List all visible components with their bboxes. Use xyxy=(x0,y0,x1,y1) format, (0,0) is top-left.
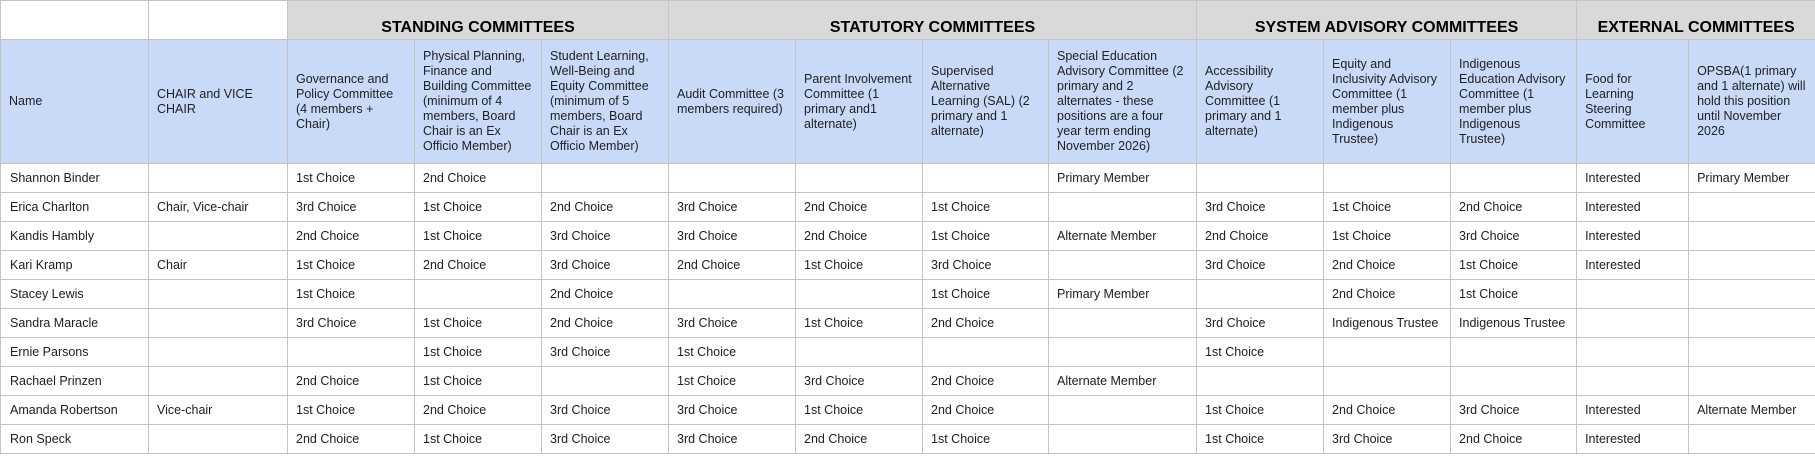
choice-cell[interactable] xyxy=(1049,338,1197,367)
choice-cell[interactable]: 2nd Choice xyxy=(923,367,1049,396)
choice-cell[interactable] xyxy=(1197,280,1324,309)
group-standing-committees[interactable]: STANDING COMMITTEES xyxy=(288,1,669,40)
choice-cell[interactable]: 2nd Choice xyxy=(415,164,542,193)
chair-role-cell[interactable] xyxy=(149,309,288,338)
choice-cell[interactable]: 1st Choice xyxy=(288,251,415,280)
table-row xyxy=(1,222,1815,251)
choice-cell[interactable] xyxy=(1324,367,1451,396)
choice-cell[interactable] xyxy=(1049,396,1197,425)
choice-cell[interactable] xyxy=(669,280,796,309)
choice-cell[interactable] xyxy=(1451,164,1577,193)
choice-cell[interactable]: 1st Choice xyxy=(415,425,542,454)
choice-cell[interactable] xyxy=(1689,338,1815,367)
choice-cell[interactable]: 3rd Choice xyxy=(1451,396,1577,425)
trustee-name-cell[interactable]: Rachael Prinzen xyxy=(1,367,149,396)
choice-cell[interactable]: 3rd Choice xyxy=(542,425,669,454)
choice-cell[interactable]: Primary Member xyxy=(1049,164,1197,193)
choice-cell[interactable]: 3rd Choice xyxy=(796,367,923,396)
choice-cell[interactable] xyxy=(1689,280,1815,309)
table-row xyxy=(1,367,1815,396)
chair-role-cell[interactable] xyxy=(149,164,288,193)
table-row xyxy=(1,164,1815,193)
choice-cell[interactable] xyxy=(1689,222,1815,251)
choice-cell[interactable] xyxy=(1049,251,1197,280)
choice-cell[interactable]: 3rd Choice xyxy=(288,309,415,338)
choice-cell[interactable]: 3rd Choice xyxy=(288,193,415,222)
choice-cell[interactable]: 2nd Choice xyxy=(1324,280,1451,309)
choice-cell[interactable]: Indigenous Trustee xyxy=(1324,309,1451,338)
choice-cell[interactable]: 1st Choice xyxy=(923,193,1049,222)
choice-cell[interactable]: 3rd Choice xyxy=(542,338,669,367)
column-header[interactable]: Name xyxy=(1,40,149,164)
choice-cell[interactable] xyxy=(1049,193,1197,222)
choice-cell[interactable]: 1st Choice xyxy=(415,193,542,222)
choice-cell[interactable] xyxy=(796,164,923,193)
choice-cell[interactable]: 2nd Choice xyxy=(288,425,415,454)
choice-cell[interactable] xyxy=(1689,193,1815,222)
choice-cell[interactable]: 1st Choice xyxy=(1197,396,1324,425)
choice-cell[interactable]: 1st Choice xyxy=(796,396,923,425)
choice-cell[interactable] xyxy=(923,338,1049,367)
choice-cell[interactable]: 1st Choice xyxy=(288,164,415,193)
group-statutory-committees[interactable]: STATUTORY COMMITTEES xyxy=(669,1,1197,40)
choice-cell[interactable]: 2nd Choice xyxy=(1324,396,1451,425)
choice-cell[interactable]: 2nd Choice xyxy=(1451,193,1577,222)
choice-cell[interactable] xyxy=(923,164,1049,193)
choice-cell[interactable]: Primary Member xyxy=(1689,164,1815,193)
choice-cell[interactable]: 2nd Choice xyxy=(415,396,542,425)
choice-cell[interactable]: 3rd Choice xyxy=(1197,309,1324,338)
column-header[interactable]: Food for Learning Steering Committee xyxy=(1577,40,1689,164)
choice-cell[interactable] xyxy=(1577,367,1689,396)
choice-cell[interactable]: 1st Choice xyxy=(923,425,1049,454)
choice-cell[interactable] xyxy=(542,367,669,396)
column-header[interactable]: Parent Involvement Committee (1 primary and1 alternate) xyxy=(796,40,923,164)
column-header[interactable]: Special Education Advisory Committee (2 primary and 2 alternates - these positions are a four year term ending November 2026) xyxy=(1049,40,1197,164)
choice-cell[interactable] xyxy=(1577,280,1689,309)
choice-cell[interactable] xyxy=(1451,338,1577,367)
choice-cell[interactable]: 2nd Choice xyxy=(796,425,923,454)
choice-cell[interactable]: 2nd Choice xyxy=(542,280,669,309)
group-header-row xyxy=(1,1,1815,40)
table-row xyxy=(1,280,1815,309)
choice-cell[interactable]: 2nd Choice xyxy=(796,193,923,222)
choice-cell[interactable]: 1st Choice xyxy=(1451,251,1577,280)
choice-cell[interactable]: Indigenous Trustee xyxy=(1451,309,1577,338)
choice-cell[interactable]: 3rd Choice xyxy=(669,396,796,425)
choice-cell[interactable]: 2nd Choice xyxy=(542,309,669,338)
trustee-name-cell[interactable]: Ernie Parsons xyxy=(1,338,149,367)
choice-cell[interactable]: 1st Choice xyxy=(415,309,542,338)
choice-cell[interactable] xyxy=(1689,367,1815,396)
choice-cell[interactable]: Interested xyxy=(1577,164,1689,193)
choice-cell[interactable] xyxy=(1577,338,1689,367)
chair-role-cell[interactable] xyxy=(149,280,288,309)
choice-cell[interactable]: Alternate Member xyxy=(1049,367,1197,396)
chair-role-cell[interactable] xyxy=(149,367,288,396)
choice-cell[interactable]: Interested xyxy=(1577,251,1689,280)
choice-cell[interactable] xyxy=(1049,309,1197,338)
column-header[interactable]: Equity and Inclusivity Advisory Committee (1 member plus Indigenous Trustee) xyxy=(1324,40,1451,164)
blank-header-cell[interactable] xyxy=(149,1,288,40)
choice-cell[interactable]: 1st Choice xyxy=(796,251,923,280)
choice-cell[interactable]: 2nd Choice xyxy=(923,396,1049,425)
column-header[interactable]: OPSBA(1 primary and 1 alternate) will hold this position until November 2026 xyxy=(1689,40,1815,164)
choice-cell[interactable]: 2nd Choice xyxy=(796,222,923,251)
choice-cell[interactable]: 3rd Choice xyxy=(669,425,796,454)
trustee-name-cell[interactable]: Kandis Hambly xyxy=(1,222,149,251)
chair-role-cell[interactable]: Chair xyxy=(149,251,288,280)
choice-cell[interactable]: 1st Choice xyxy=(796,309,923,338)
table-body xyxy=(1,164,1815,454)
choice-cell[interactable]: 1st Choice xyxy=(1197,425,1324,454)
choice-cell[interactable]: 3rd Choice xyxy=(542,251,669,280)
choice-cell[interactable]: Primary Member xyxy=(1049,280,1197,309)
choice-cell[interactable]: Alternate Member xyxy=(1049,222,1197,251)
choice-cell[interactable] xyxy=(1049,425,1197,454)
choice-cell[interactable]: 1st Choice xyxy=(923,280,1049,309)
choice-cell[interactable] xyxy=(796,280,923,309)
column-header-row xyxy=(1,40,1815,164)
blank-header-cell[interactable] xyxy=(1,1,149,40)
choice-cell[interactable]: 3rd Choice xyxy=(1197,193,1324,222)
choice-cell[interactable] xyxy=(1689,251,1815,280)
choice-cell[interactable] xyxy=(669,164,796,193)
column-header[interactable]: Indigenous Education Advisory Committee (1 member plus Indigenous Trustee) xyxy=(1451,40,1577,164)
choice-cell[interactable]: 1st Choice xyxy=(288,396,415,425)
choice-cell[interactable]: 1st Choice xyxy=(415,367,542,396)
choice-cell[interactable]: 1st Choice xyxy=(288,280,415,309)
choice-cell[interactable]: 3rd Choice xyxy=(923,251,1049,280)
choice-cell[interactable] xyxy=(796,338,923,367)
table-row xyxy=(1,396,1815,425)
chair-role-cell[interactable] xyxy=(149,222,288,251)
choice-cell[interactable]: 2nd Choice xyxy=(1324,251,1451,280)
chair-role-cell[interactable] xyxy=(149,425,288,454)
trustee-name-cell[interactable]: Kari Kramp xyxy=(1,251,149,280)
choice-cell[interactable] xyxy=(1197,164,1324,193)
choice-cell[interactable] xyxy=(1689,309,1815,338)
choice-cell[interactable]: 1st Choice xyxy=(669,338,796,367)
choice-cell[interactable]: 1st Choice xyxy=(1451,280,1577,309)
choice-cell[interactable]: 3rd Choice xyxy=(1197,251,1324,280)
trustee-name-cell[interactable]: Erica Charlton xyxy=(1,193,149,222)
column-header[interactable]: Physical Planning, Finance and Building Committee (minimum of 4 members, Board Chair is an Ex Officio Member) xyxy=(415,40,542,164)
choice-cell[interactable]: 1st Choice xyxy=(669,367,796,396)
choice-cell[interactable] xyxy=(1451,367,1577,396)
choice-cell[interactable] xyxy=(288,338,415,367)
trustee-name-cell[interactable]: Amanda Robertson xyxy=(1,396,149,425)
choice-cell[interactable]: 2nd Choice xyxy=(415,251,542,280)
choice-cell[interactable]: 1st Choice xyxy=(1324,193,1451,222)
choice-cell[interactable] xyxy=(1577,309,1689,338)
choice-cell[interactable]: 3rd Choice xyxy=(542,396,669,425)
choice-cell[interactable]: Interested xyxy=(1577,222,1689,251)
trustee-name-cell[interactable]: Ron Speck xyxy=(1,425,149,454)
choice-cell[interactable]: 2nd Choice xyxy=(288,367,415,396)
choice-cell[interactable]: Interested xyxy=(1577,396,1689,425)
choice-cell[interactable]: 3rd Choice xyxy=(542,222,669,251)
table-row xyxy=(1,425,1815,454)
choice-cell[interactable] xyxy=(1197,367,1324,396)
choice-cell[interactable]: 2nd Choice xyxy=(669,251,796,280)
choice-cell[interactable] xyxy=(1689,425,1815,454)
column-header[interactable]: Student Learning, Well-Being and Equity Committee (minimum of 5 members, Board Chair is an Ex Officio Member) xyxy=(542,40,669,164)
choice-cell[interactable]: 1st Choice xyxy=(1324,222,1451,251)
choice-cell[interactable]: Interested xyxy=(1577,425,1689,454)
choice-cell[interactable]: 2nd Choice xyxy=(1197,222,1324,251)
table-row xyxy=(1,338,1815,367)
chair-role-cell[interactable]: Vice-chair xyxy=(149,396,288,425)
column-header[interactable]: Audit Committee (3 members required) xyxy=(669,40,796,164)
choice-cell[interactable]: 2nd Choice xyxy=(288,222,415,251)
trustee-name-cell[interactable]: Sandra Maracle xyxy=(1,309,149,338)
choice-cell[interactable]: 3rd Choice xyxy=(1451,222,1577,251)
choice-cell[interactable]: 2nd Choice xyxy=(923,309,1049,338)
choice-cell[interactable]: 1st Choice xyxy=(923,222,1049,251)
chair-role-cell[interactable] xyxy=(149,338,288,367)
table-row xyxy=(1,251,1815,280)
trustee-name-cell[interactable]: Stacey Lewis xyxy=(1,280,149,309)
trustee-name-cell[interactable]: Shannon Binder xyxy=(1,164,149,193)
column-header[interactable]: Supervised Alternative Learning (SAL) (2 primary and 1 alternate) xyxy=(923,40,1049,164)
table-row xyxy=(1,193,1815,222)
choice-cell[interactable]: Alternate Member xyxy=(1689,396,1815,425)
table-row xyxy=(1,309,1815,338)
choice-cell[interactable]: 2nd Choice xyxy=(1451,425,1577,454)
column-header[interactable]: Governance and Policy Committee (4 members + Chair) xyxy=(288,40,415,164)
choice-cell[interactable]: 1st Choice xyxy=(415,338,542,367)
choice-cell[interactable]: Interested xyxy=(1577,193,1689,222)
column-header[interactable]: Accessibility Advisory Committee (1 primary and 1 alternate) xyxy=(1197,40,1324,164)
column-header[interactable]: CHAIR and VICE CHAIR xyxy=(149,40,288,164)
choice-cell[interactable]: 3rd Choice xyxy=(669,222,796,251)
choice-cell[interactable]: 3rd Choice xyxy=(669,193,796,222)
choice-cell[interactable]: 3rd Choice xyxy=(669,309,796,338)
choice-cell[interactable]: 2nd Choice xyxy=(542,193,669,222)
choice-cell[interactable] xyxy=(1324,164,1451,193)
choice-cell[interactable] xyxy=(415,280,542,309)
group-external-committees[interactable]: EXTERNAL COMMITTEES xyxy=(1577,1,1815,40)
group-system-advisory-committees[interactable]: SYSTEM ADVISORY COMMITTEES xyxy=(1197,1,1577,40)
choice-cell[interactable]: 3rd Choice xyxy=(1324,425,1451,454)
choice-cell[interactable] xyxy=(542,164,669,193)
choice-cell[interactable] xyxy=(1324,338,1451,367)
choice-cell[interactable]: 1st Choice xyxy=(415,222,542,251)
choice-cell[interactable]: 1st Choice xyxy=(1197,338,1324,367)
chair-role-cell[interactable]: Chair, Vice-chair xyxy=(149,193,288,222)
